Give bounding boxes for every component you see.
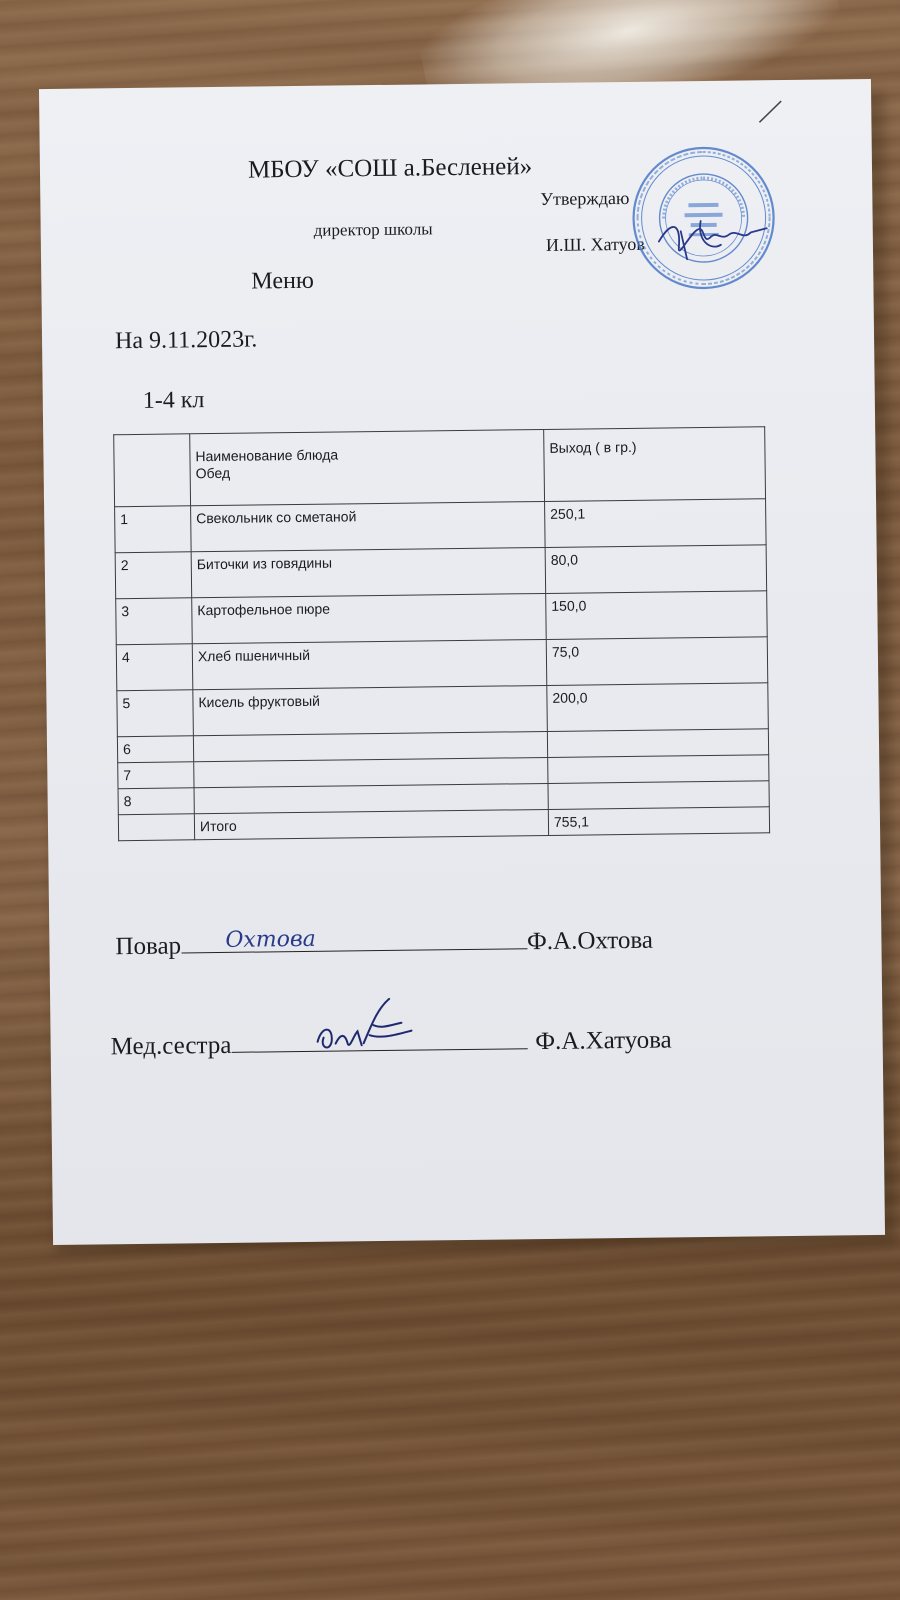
header-name-line2: Обед bbox=[195, 464, 231, 482]
menu-table bbox=[113, 426, 770, 841]
nurse-signature bbox=[311, 995, 422, 1058]
approve-label: Утверждаю bbox=[540, 187, 630, 210]
cook-signature-line bbox=[115, 922, 653, 962]
row-dish: Свекольник со сметаной bbox=[191, 501, 546, 551]
row-num: 3 bbox=[116, 598, 193, 645]
nurse-signature-line bbox=[110, 1021, 671, 1061]
row-num: 2 bbox=[115, 552, 192, 599]
row-num: 8 bbox=[118, 788, 194, 815]
table-row bbox=[116, 637, 768, 691]
header-num-cell bbox=[114, 434, 191, 507]
row-yield: 80,0 bbox=[545, 545, 767, 594]
row-dish: Биточки из говядины bbox=[191, 547, 546, 597]
nurse-signature-field bbox=[231, 1023, 527, 1053]
cook-name: Ф.А.Охтова bbox=[526, 926, 654, 956]
row-num: 5 bbox=[117, 690, 194, 737]
menu-sheet bbox=[39, 79, 885, 1245]
row-num: 6 bbox=[117, 736, 193, 763]
table-row bbox=[115, 499, 767, 553]
menu-date: На 9.11.2023г. bbox=[114, 326, 258, 355]
header-yield-cell: Выход ( в гр.) bbox=[544, 427, 766, 502]
cook-handwritten-text: Охтова bbox=[224, 926, 316, 953]
header-name-line1: Наименование блюда bbox=[195, 446, 339, 465]
cook-signature-field bbox=[181, 923, 527, 953]
staple-mark bbox=[755, 98, 785, 124]
nurse-name: Ф.А.Хатуова bbox=[535, 1026, 672, 1056]
table-row bbox=[115, 545, 767, 599]
director-signature bbox=[650, 200, 771, 271]
table-row bbox=[117, 683, 769, 737]
row-yield: 250,1 bbox=[545, 499, 767, 548]
grade-label: 1-4 кл bbox=[142, 387, 205, 414]
total-label: Итого bbox=[194, 809, 548, 839]
school-name: МБОУ «СОШ а.Бесленей» bbox=[247, 153, 533, 184]
row-yield bbox=[548, 781, 769, 810]
total-value: 755,1 bbox=[548, 807, 769, 836]
row-yield: 75,0 bbox=[546, 637, 768, 686]
total-num-cell bbox=[118, 814, 194, 841]
row-dish: Хлеб пшеничный bbox=[192, 639, 547, 689]
row-dish: Картофельное пюре bbox=[192, 593, 547, 643]
row-yield: 200,0 bbox=[547, 683, 769, 732]
row-yield: 150,0 bbox=[546, 591, 768, 640]
row-num: 4 bbox=[116, 644, 193, 691]
table-row bbox=[116, 591, 768, 645]
table-header-row bbox=[114, 427, 766, 507]
director-name: И.Ш. Хатуов bbox=[545, 233, 645, 255]
row-dish: Кисель фруктовый bbox=[193, 685, 548, 735]
cook-label: Повар bbox=[115, 932, 182, 961]
row-num: 1 bbox=[115, 506, 192, 553]
nurse-label: Мед.сестра bbox=[110, 1031, 232, 1061]
menu-title: Меню bbox=[251, 267, 314, 295]
row-yield bbox=[548, 755, 769, 784]
cook-handwritten-signature bbox=[221, 921, 371, 957]
row-yield bbox=[547, 729, 768, 758]
director-title: директор школы bbox=[313, 219, 433, 240]
row-num: 7 bbox=[118, 762, 194, 789]
header-name-cell bbox=[190, 429, 545, 505]
